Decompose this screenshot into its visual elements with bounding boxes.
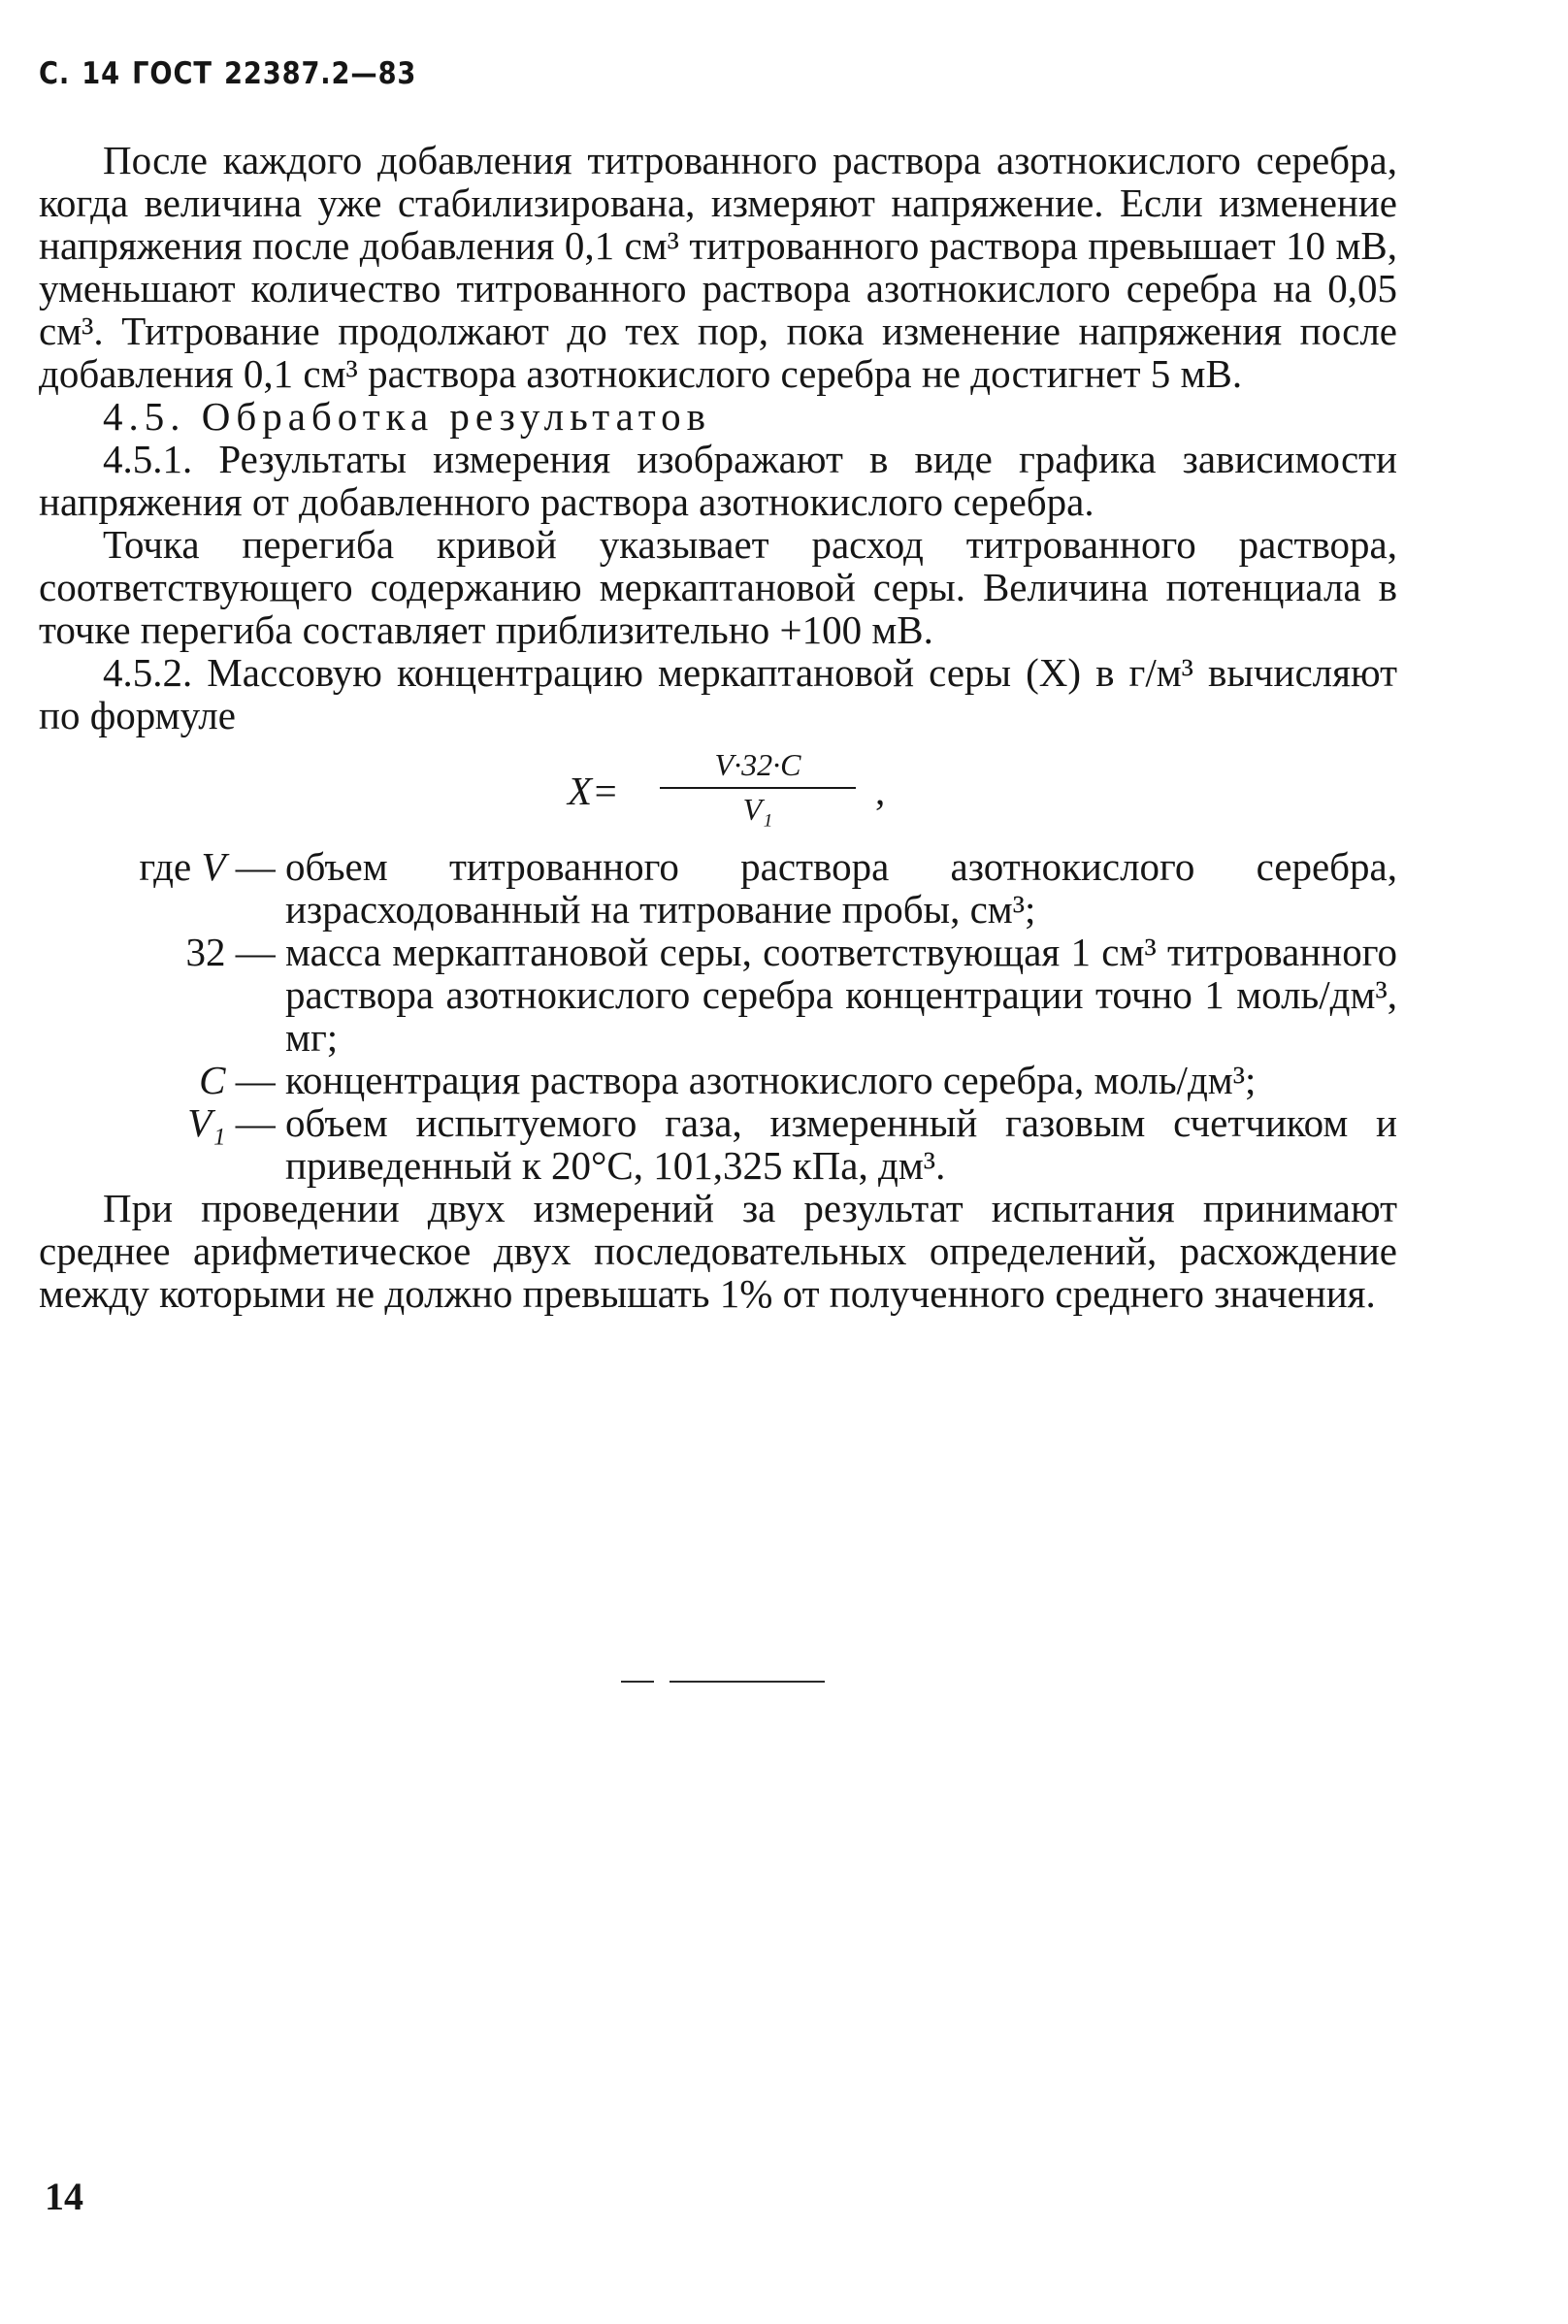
document-body	[39, 139, 1397, 1315]
page-number: 14	[45, 2175, 83, 2218]
paragraph-4-5-1: 4.5.1. Результаты измерения изображают в виде графика зависимости напряжения от добавленного раствора азотнокислого серебра.	[39, 437, 1397, 524]
definition-symbol: 32 —	[185, 930, 285, 974]
definition-text: концентрация раствора азотнокислого серебра, моль/дм³;	[285, 1058, 1257, 1102]
definition-item	[66, 1059, 1397, 1101]
definition-symbol: V₁ —	[187, 1100, 285, 1145]
definitions-list	[66, 845, 1397, 1187]
definition-symbol: где V —	[139, 844, 285, 889]
paragraph-inflection-point: Точка перегиба кривой указывает расход титрованного раствора, соответствующего содержанию меркаптановой серы. Величина потенциала в точке перегиба составляет приблизительно +100 мВ.	[39, 522, 1397, 652]
end-rule-short	[621, 1681, 654, 1683]
definition-text: масса меркаптановой серы, соответствующая 1 см³ титрованного раствора азотнокислого серебра концентрации точно 1 моль/дм³, мг;	[285, 930, 1397, 1060]
definition-text: объем испытуемого газа, измеренный газовым счетчиком и приведенный к 20°С, 101,325 кПа, дм³.	[285, 1100, 1397, 1188]
definition-item	[66, 931, 1397, 1059]
end-rule-long	[670, 1681, 825, 1683]
section-title: 4.5. Обработка результатов	[103, 394, 712, 439]
paragraph-titration: После каждого добавления титрованного раствора азотнокислого серебра, когда величина уже стабилизирована, измеряют напряжение. Если изменение напряжения после добавления 0,1 см³ титрованного раствора превышает 10 мВ, уменьшают количество титрованного раствора азотнокислого серебра на 0,05 см³. Титрование продолжают до тех пор, пока изменение напряжения после добавления 0,1 см³ раствора азотнокислого серебра не достигнет 5 мВ.	[39, 138, 1397, 396]
definition-item	[66, 1101, 1397, 1187]
formula-denominator: V₁	[742, 792, 773, 827]
formula-fraction	[660, 746, 856, 828]
paragraph-final: При проведении двух измерений за результат испытания принимают среднее арифметическое двух последовательных определений, расхождение между которыми не должно превышать 1% от полученного среднего значения.	[39, 1186, 1397, 1316]
definition-item	[66, 845, 1397, 931]
page-header: С. 14 ГОСТ 22387.2—83	[39, 56, 417, 91]
paragraph-4-5-2: 4.5.2. Массовую концентрацию меркаптановой серы (X) в г/м³ вычисляют по формуле	[39, 650, 1397, 737]
formula-numerator: V·32·C	[714, 747, 801, 782]
formula	[39, 736, 1397, 845]
definition-text: объем титрованного раствора азотнокислого серебра, израсходованный на титрование пробы, см³;	[285, 844, 1397, 932]
formula-lhs: X=	[568, 769, 619, 813]
formula-comma: ,	[875, 769, 886, 813]
definition-symbol: C —	[199, 1058, 285, 1102]
